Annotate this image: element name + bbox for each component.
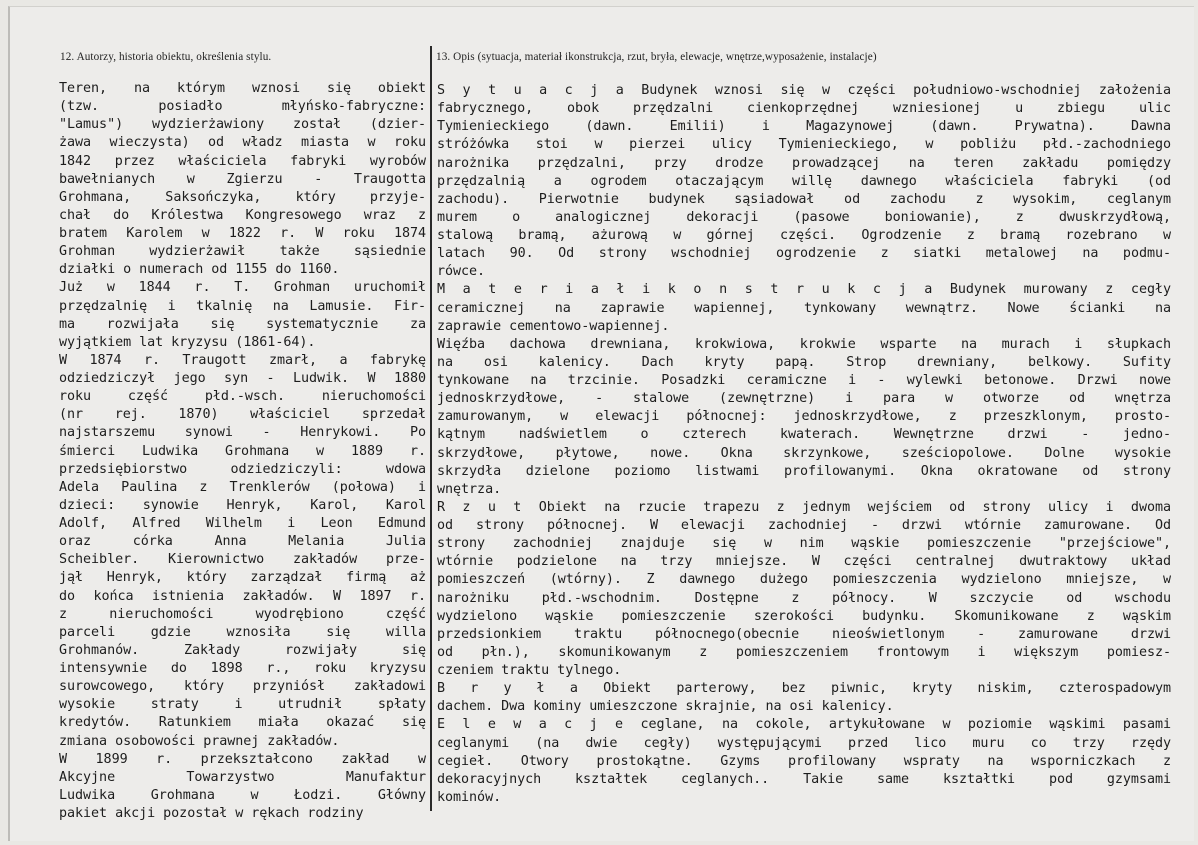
history-text-line: roku część płd.-wsch. nieruchomości <box>59 389 426 405</box>
description-text-line: ceramicznej na zaprawie wapiennej, tynkowany wewnątrz. Nowe ścianki na <box>437 300 1171 316</box>
description-text-line: E l e w a c j e ceglane, na cokole, artykułowane w poziomie wąskimi pasami <box>437 717 1171 733</box>
history-text-line: Adolf, Alfred Wilhelm i Leon Edmund <box>59 516 426 531</box>
history-text-line: surowcowego, który przyniósł zakładowi <box>59 679 426 695</box>
description-text-line: jednoskrzydłowe, - stalowe (zewnętrzne) i para w otworze od wnętrza <box>437 391 1171 407</box>
history-text-line: wysokie straty i utrudnił spłaty <box>59 697 426 713</box>
history-text-line: oraz córka Anna Melania Julia <box>59 534 426 550</box>
description-text-line: kątnym nadświetlem o czterech kwaterach. Wewnętrzne drzwi - jedno- <box>437 427 1171 443</box>
history-text-line: przedsiębiorstwo odziedziczyli: wdowa <box>59 461 426 477</box>
description-text-line: przedsionkiem traktu północnego(obecnie nieoświetlonym - zamurowane drzwi <box>437 626 1171 642</box>
history-text-line: Już w 1844 r. T. Grohman uruchomił <box>59 280 426 296</box>
description-text-line: B r y ł a Obiekt parterowy, bez piwnic, kryty niskim, czterospadowym <box>437 681 1171 697</box>
description-text-line: fabrycznego, obok przędzalni cienkoprzędnej wzniesionej u zbiegu ulic <box>437 101 1171 117</box>
description-text-line: wtórnie podzielone na trzy mniejsze. W części centralnej dwutraktowy układ <box>437 554 1171 570</box>
history-text-line: działki o numerach od 1155 do 1160. <box>59 262 340 278</box>
description-text-line: Tymienieckiego (dawn. Emilii) i Magazynowej (dawn. Prywatna). Dawna <box>437 119 1171 135</box>
description-text-line: czeniem traktu tylnego. <box>437 663 622 678</box>
description-text-line: od płn.), skomunikowanym z pomieszczeniem frontowym i większym pomiesz- <box>437 644 1171 660</box>
description-text-line: zamurowanym, w elewacji północnej: jednoskrzydłowe, z przeszklonym, prosto- <box>437 409 1171 425</box>
history-text-line: najstarszemu synowi - Henrykowi. Po <box>59 425 426 441</box>
description-text-line: przędzalnią a ogrodem otaczającym willę dawnego właściciela fabryki (od <box>437 173 1171 189</box>
description-text-line: tynkowane na trzcinie. Posadzki ceramiczne i - wylewki betonowe. Drzwi nowe <box>437 373 1171 388</box>
history-text-line: śmierci Ludwika Grohmana w 1889 r. <box>59 443 426 459</box>
description-text-line: kominów. <box>437 789 502 805</box>
history-text-line: Adela Paulina z Trenklerów (połowa) i <box>59 479 426 495</box>
description-text-line: narożniku płd.-wschodnim. Dostępne z północy. W szczycie od wschodu <box>437 590 1171 606</box>
history-text-line: (nr rej. 1870) właściciel sprzedał <box>59 407 426 423</box>
description-text-line: od strony północnej. W elewacji zachodniej - drzwi wtórnie zamurowane. Od <box>437 518 1171 533</box>
description-text-line: rówce. <box>437 264 486 280</box>
history-text-line: zmiana osobowości prawnej zakładów. <box>59 733 340 749</box>
history-text-line: dzieci: synowie Henryk, Karol, Karol <box>59 497 426 513</box>
description-text-line: strony zachodniej znajduje się w nim wąskie pomieszczenie "przejściowe", <box>437 536 1171 552</box>
history-text-line: 1842 przez właściciela fabryki wyrobów <box>59 153 426 169</box>
history-text-line: Grohman wydzierżawił także sąsiednie <box>59 244 426 260</box>
history-text-line: kredytów. Ratunkiem miała okazać się <box>59 715 426 731</box>
history-text-line: W 1899 r. przekształcono zakład w <box>59 751 426 767</box>
history-text-line: Grohmanów. Zakłady rozwijały się <box>59 642 426 658</box>
history-text-line: odziedziczył jego syn - Ludwik. W 1880 <box>59 371 426 386</box>
history-text-line: żawa wieczysta) od władz miasta w roku <box>59 135 426 151</box>
description-text-line: cegieł. Otwory prostokątne. Gzyms profilowany wspraty na wsporniczkach z <box>437 753 1171 769</box>
history-text-line: "Lamus") wydzierżawiony został (dzier- <box>59 117 426 133</box>
description-text-line: skrzydła dzielone poziomo listwami profilowanymi. Okna okratowane od strony <box>437 463 1171 479</box>
description-text-line: dachem. Dwa kominy umieszczone skrajnie, na osi kalenicy. <box>437 699 894 715</box>
history-text-line: Grohmana, Saksończyka, który przyje- <box>59 189 426 205</box>
history-text-line: intensywnie do 1898 r., roku kryzysu <box>59 661 426 676</box>
description-text-line: latach 90. Od strony wschodniej ogrodzenie z siatki metalowej na podmu- <box>437 246 1171 262</box>
description-text-line: dekoracyjnych kształtek ceglanych.. Takie same kształtki pod gzymsami <box>437 771 1171 787</box>
description-text-line: M a t e r i a ł i k o n s t r u k c j a Budynek murowany z cegły <box>437 282 1171 298</box>
right-column-header: 13. Opis (sytuacja, materiał ikonstrukcja, rzut, bryła, elewacje, wnętrze,wyposażenie, instalacje) <box>436 51 877 63</box>
history-text-line: Akcyjne Towarzystwo Manufaktur <box>59 769 426 785</box>
history-text-line: parceli gdzie wznosiła się willa <box>59 624 426 640</box>
description-text-line: zaprawie cementowo-wapiennej. <box>437 318 670 334</box>
description-text-line: skrzydłowe, płytowe, nowe. Okna skrzynkowe, sześciopolowe. Dolne wysokie <box>437 445 1171 461</box>
history-text-line: chał do Królestwa Kongresowego wraz z <box>59 207 426 223</box>
description-text-line: R z u t Obiekt na rzucie trapezu z jednym wejściem od strony ulicy i dwoma <box>437 499 1171 515</box>
description-text-line: stróżówka stoi w pierzei ulicy Tymienieckiego, w pobliżu płd.-zachodniego <box>437 137 1171 153</box>
history-text-line: przędzalnię i tkalnię na Lamusie. Fir- <box>59 298 426 314</box>
description-text-line: na osi kalenicy. Dach kryty papą. Strop drewniany, belkowy. Sufity <box>437 354 1171 370</box>
description-text-line: murem o analogicznej dekoracji (pasowe boniowanie), z dwuskrzydłową, <box>437 209 1171 225</box>
history-text-line: W 1874 r. Traugott zmarł, a fabrykę <box>59 352 426 368</box>
history-text-line: bawełnianych w Zgierzu - Traugotta <box>59 171 426 187</box>
history-text-line: Scheibler. Kierownictwo zakładów prze- <box>59 552 426 568</box>
history-text-line: do końca istnienia zakładów. W 1897 r. <box>59 588 426 604</box>
description-text-line: S y t u a c j a Budynek wznosi się w części południowo-wschodniej założenia <box>437 83 1171 98</box>
left-column-header: 12. Autorzy, historia obiektu, określenia stylu. <box>60 51 272 63</box>
history-text-line: bratem Karolem w 1822 r. W roku 1874 <box>59 226 426 241</box>
history-text-line: ma rozwijała się systematycznie za <box>59 316 426 332</box>
history-text-line: pakiet akcji pozostał w rękach rodziny <box>59 806 364 821</box>
description-text-line: zachodu). Pierwotnie budynek sąsiadował od zachodu z wysokim, ceglanym <box>437 191 1171 207</box>
description-text-line: narożnika przędzalni, przy drodze prowadzącej na teren zakładu pomiędzy <box>437 155 1171 171</box>
description-text-line: Więźba dachowa drewniana, krokwiowa, krokwie wsparte na murach i słupkach <box>437 336 1171 352</box>
description-text-line: wydzielono wąskie pomieszczenie szerokości budynku. Skomunikowane z wąskim <box>437 608 1171 624</box>
history-text-line: jął Henryk, który zarządzał firmą aż <box>59 570 426 586</box>
description-text-line: ceglanymi (na dwie cegły) występującymi przed lico muru co trzy rzędy <box>437 735 1171 751</box>
history-text-line: (tzw. posiadło młyńsko-fabryczne: <box>59 99 426 115</box>
history-text-line: z nieruchomości wyodrębiono część <box>59 606 426 622</box>
description-text-line: pomieszczeń (wtórny). Z dawnego dużego pomieszczenia wydzielono mniejsze, w <box>437 572 1171 588</box>
description-text-column <box>437 82 1171 807</box>
column-divider <box>430 46 432 811</box>
description-text-line: stalową bramą, ażurową w górnej części. Ogrodzenie z bramą rozebrano w <box>437 228 1171 243</box>
history-text-line: Ludwika Grohmana w Łodzi. Główny <box>59 787 426 803</box>
history-text-column <box>59 80 426 823</box>
description-text-line: wnętrza. <box>437 481 502 497</box>
history-text-line: wyjątkiem lat kryzysu (1861-64). <box>59 334 316 350</box>
history-text-line: Teren, na którym wznosi się obiekt <box>59 81 426 96</box>
